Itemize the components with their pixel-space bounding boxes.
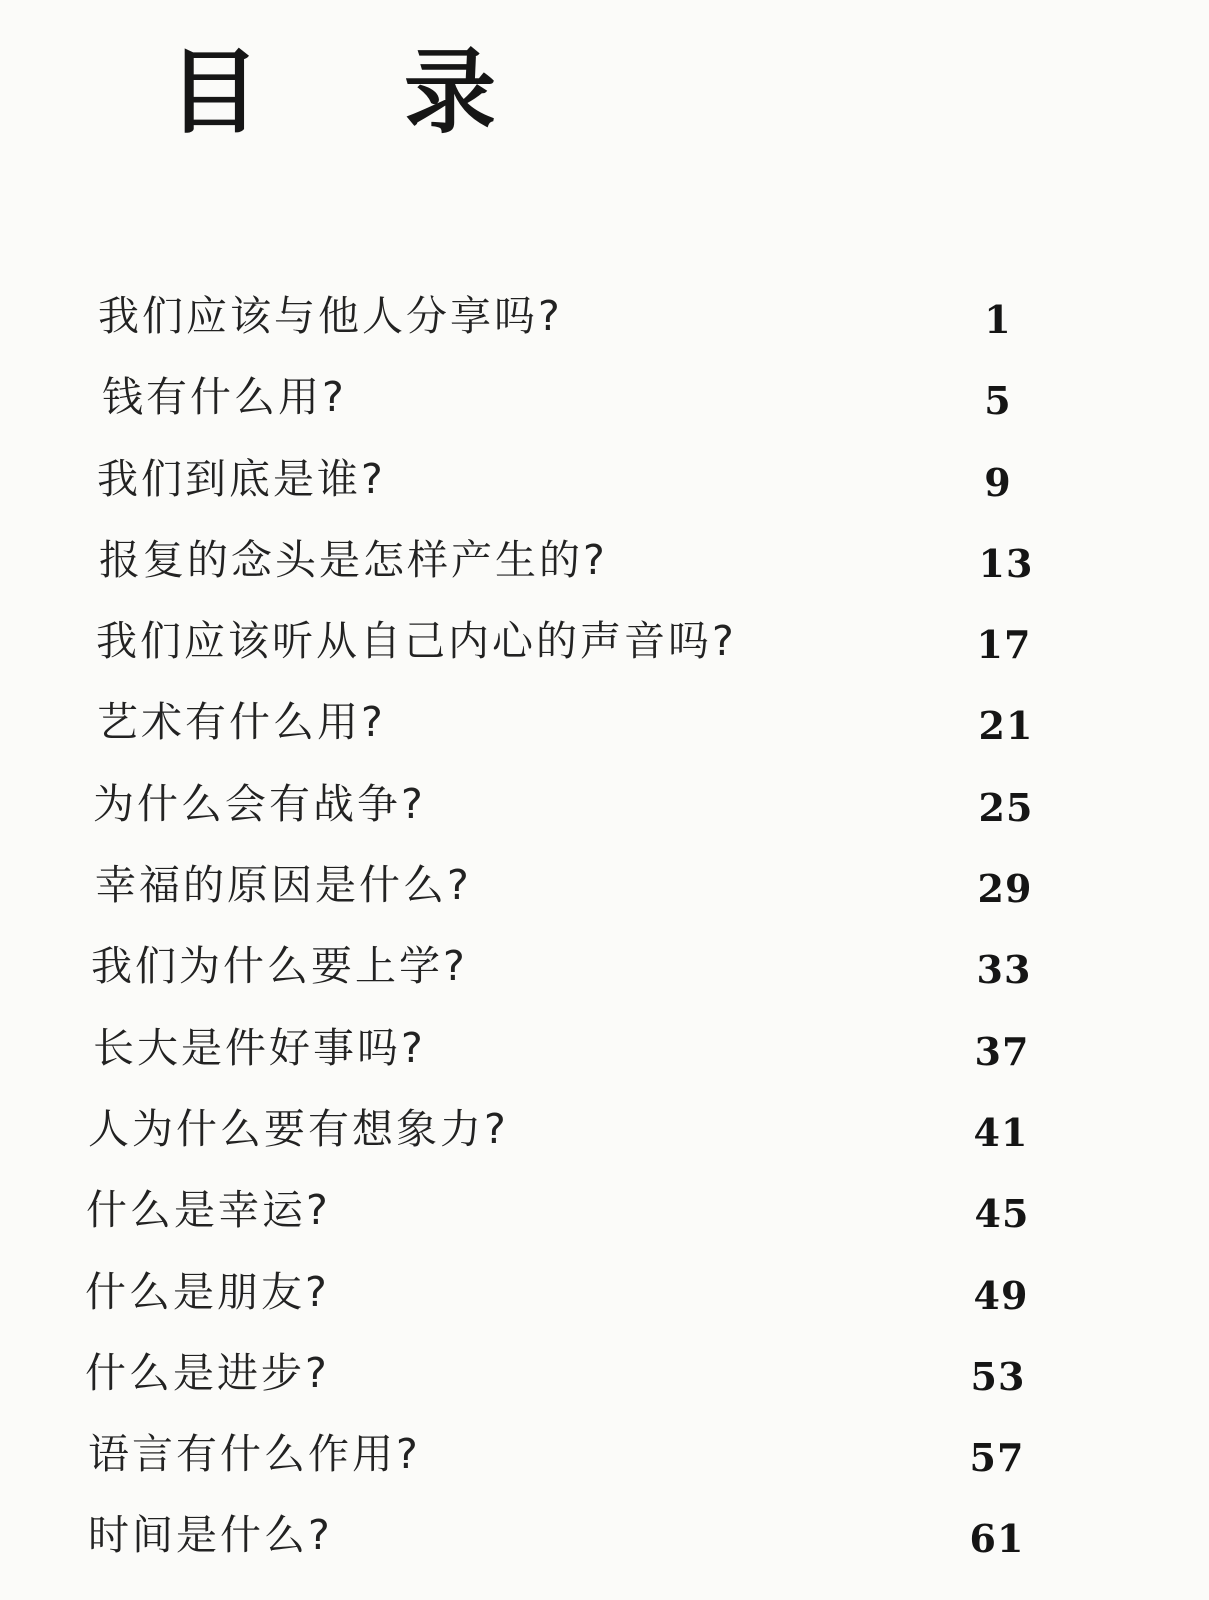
toc-entry <box>0 1170 1209 1251</box>
toc-entry-page-number: 53 <box>970 1353 1026 1399</box>
toc-entry-page-number: 49 <box>973 1272 1029 1318</box>
toc-entry <box>0 1008 1209 1089</box>
toc-entry-title: 钱有什么用? <box>102 373 347 422</box>
toc-entry <box>0 845 1209 926</box>
toc-entry <box>0 601 1209 682</box>
toc-entry-title: 长大是件好事吗? <box>93 1023 426 1072</box>
toc-entry <box>0 357 1209 438</box>
toc-entry-title: 艺术有什么用? <box>97 698 386 747</box>
toc-entry-page-number: 57 <box>969 1435 1025 1481</box>
toc-entry <box>0 520 1209 601</box>
page-title: 目 录 <box>167 39 553 146</box>
toc-entry <box>0 1333 1209 1414</box>
toc-entry-title: 语言有什么作用? <box>88 1430 421 1479</box>
toc-entry-page-number: 9 <box>984 459 1012 505</box>
toc-entry <box>0 682 1209 763</box>
toc-entry-title: 我们到底是谁? <box>97 454 386 503</box>
toc-entry <box>0 764 1209 845</box>
toc-entry-title: 为什么会有战争? <box>93 779 426 828</box>
toc-entry <box>0 1089 1209 1170</box>
toc-entry-page-number: 29 <box>977 866 1033 912</box>
toc-entry-page-number: 41 <box>973 1109 1029 1155</box>
toc-entry-title: 幸福的原因是什么? <box>95 861 472 910</box>
toc-entry <box>0 1495 1209 1576</box>
toc-entry-page-number: 33 <box>976 947 1032 993</box>
toc-entry-title: 我们应该听从自己内心的声音吗? <box>96 617 737 666</box>
toc-entry-page-number: 25 <box>978 784 1034 830</box>
toc-entry-title: 报复的念头是怎样产生的? <box>99 535 608 584</box>
toc-entry-title: 什么是进步? <box>85 1348 330 1397</box>
toc-entry-page-number: 61 <box>969 1516 1025 1562</box>
toc-entry-page-number: 37 <box>974 1028 1030 1074</box>
table-of-contents <box>0 276 1209 1577</box>
toc-entry <box>0 926 1209 1007</box>
toc-entry-title: 我们应该与他人分享吗? <box>98 292 563 340</box>
toc-entry <box>0 276 1209 357</box>
toc-entry-page-number: 45 <box>974 1191 1030 1237</box>
toc-entry-title: 时间是什么? <box>88 1511 333 1560</box>
toc-entry-page-number: 21 <box>978 703 1034 749</box>
toc-entry <box>0 1414 1209 1495</box>
toc-entry <box>0 439 1209 520</box>
toc-entry-page-number: 17 <box>976 622 1032 668</box>
toc-entry-page-number: 5 <box>984 378 1012 424</box>
toc-entry-title: 什么是朋友? <box>85 1267 330 1316</box>
toc-entry-title: 人为什么要有想象力? <box>88 1104 509 1153</box>
toc-entry-page-number: 1 <box>984 297 1012 342</box>
toc-entry <box>0 1252 1209 1333</box>
toc-entry-title: 什么是幸运? <box>86 1186 331 1235</box>
toc-entry-title: 我们为什么要上学? <box>91 942 468 991</box>
toc-entry-page-number: 13 <box>978 540 1034 586</box>
